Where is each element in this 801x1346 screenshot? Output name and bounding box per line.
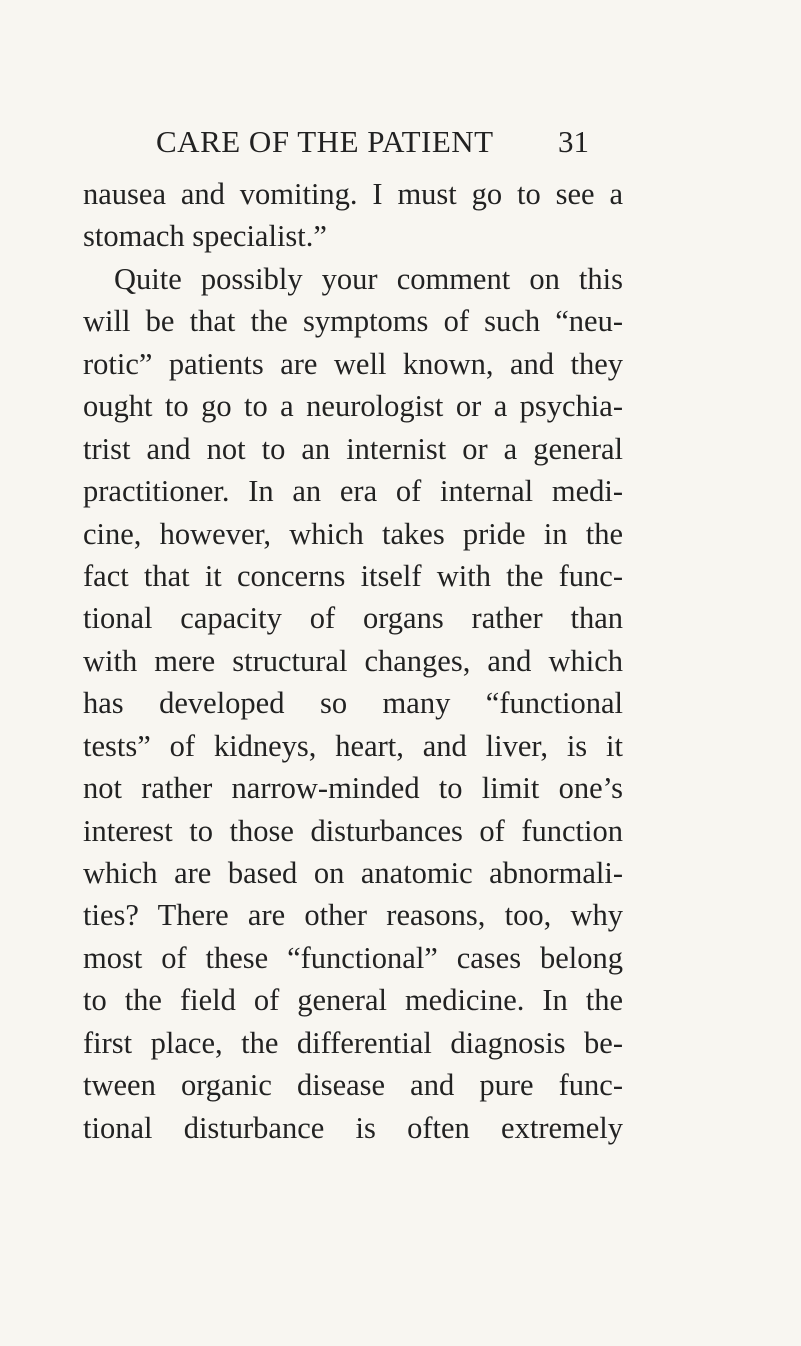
text-line: Quite possibly your comment on this: [114, 261, 623, 296]
body-text: [83, 173, 623, 1149]
text-line: most of these “functional” cases belong: [83, 940, 623, 975]
text-line: to the field of general medicine. In the: [83, 983, 623, 1018]
text-line: not rather narrow-minded to limit one’s: [83, 771, 623, 806]
text-line: trist and not to an internist or a general: [83, 431, 623, 466]
text-line: ought to go to a neurologist or a psychia-: [83, 389, 623, 424]
text-line: rotic” patients are well known, and they: [83, 346, 623, 381]
text-line: ties? There are other reasons, too, why: [83, 898, 623, 933]
text-line: interest to those disturbances of function: [83, 813, 623, 848]
text-line: first place, the differential diagnosis be-: [83, 1025, 623, 1060]
text-line: tests” of kidneys, heart, and liver, is it: [83, 728, 623, 763]
text-line: will be that the symptoms of such “neu-: [83, 304, 623, 339]
text-line: cine, however, which takes pride in the: [83, 516, 623, 551]
running-head: [0, 122, 801, 162]
text-line: practitioner. In an era of internal medi-: [83, 474, 623, 509]
text-line: which are based on anatomic abnormali-: [83, 856, 623, 890]
text-line: with mere structural changes, and which: [83, 643, 623, 678]
text-line: fact that it concerns itself with the func-: [83, 558, 623, 593]
text-line: tional disturbance is often extremely: [83, 1110, 623, 1145]
text-line: tween organic disease and pure func-: [83, 1068, 623, 1103]
running-title: CARE OF THE PATIENT: [156, 124, 494, 159]
text-line: tional capacity of organs rather than: [83, 601, 623, 636]
page-number: 31: [558, 124, 589, 159]
text-line: nausea and vomiting. I must go to see a: [83, 177, 623, 211]
text-line: has developed so many “functional: [83, 686, 623, 721]
text-line: stomach specialist.”: [83, 219, 327, 254]
